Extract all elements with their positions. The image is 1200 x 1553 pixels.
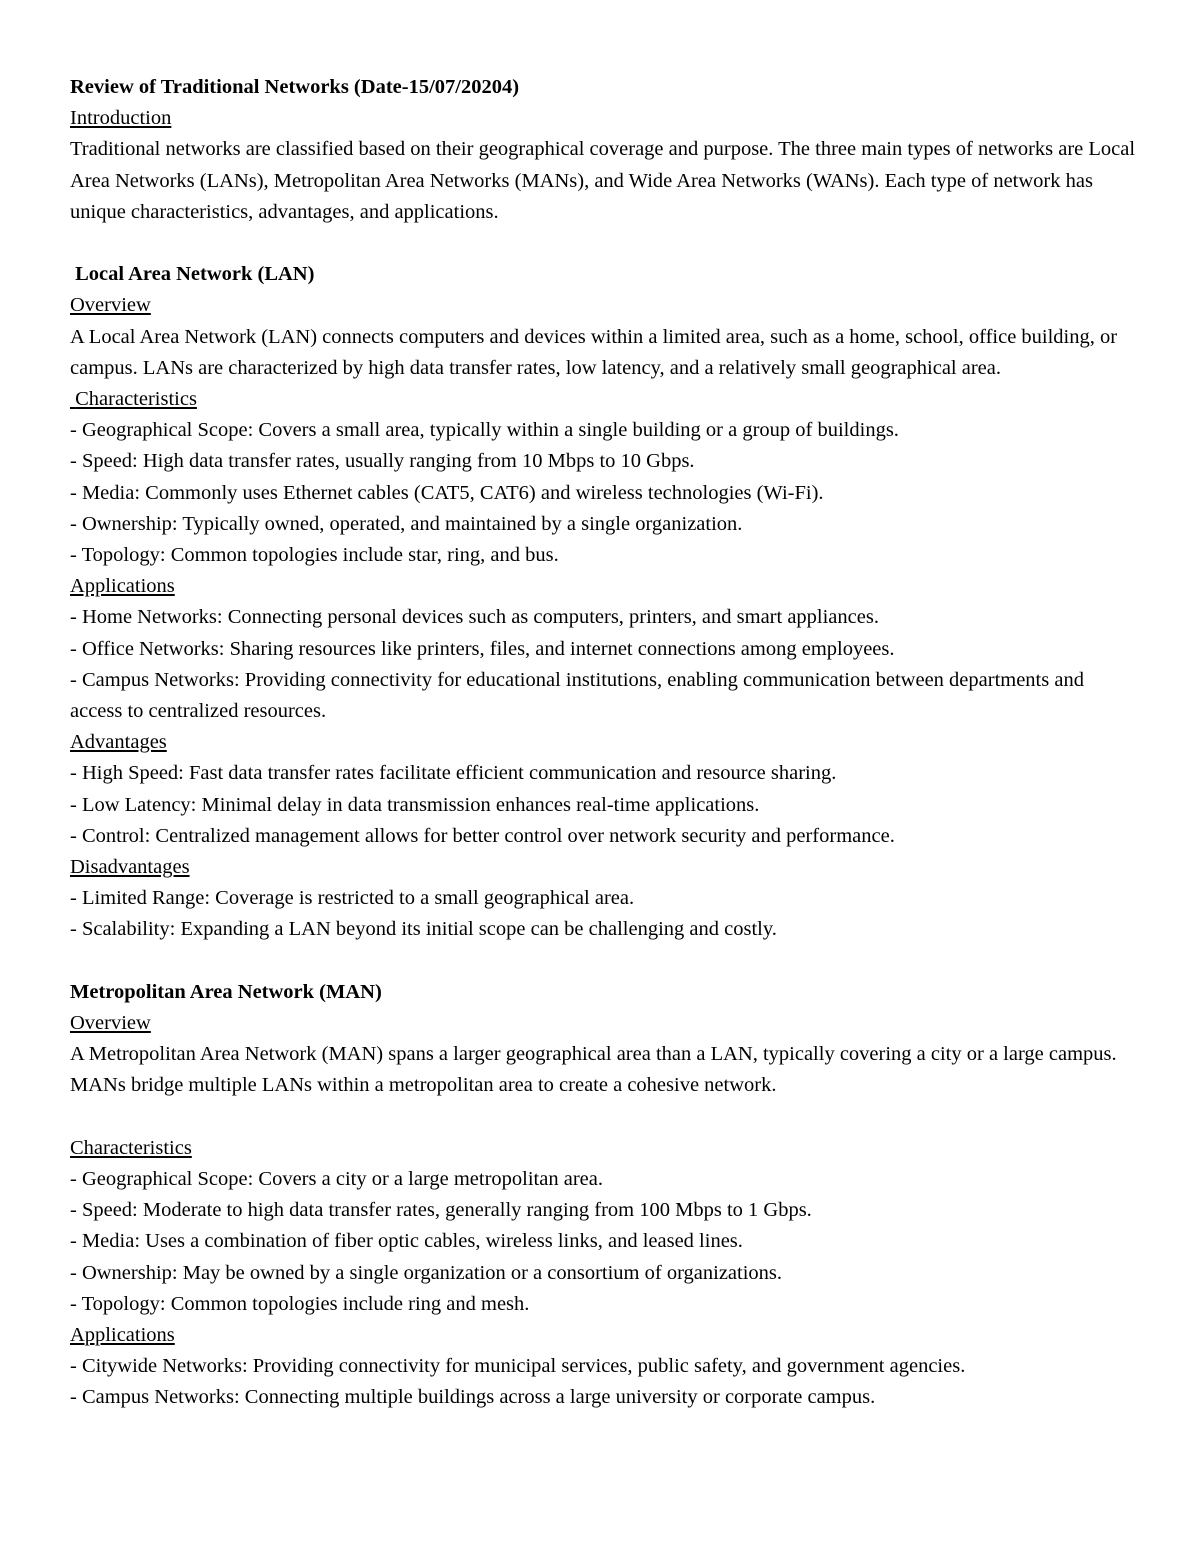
- list-item: - Geographical Scope: Covers a small area, typically within a single building or a group of buildings.: [70, 419, 899, 442]
- list-item: - High Speed: Fast data transfer rates facilitate efficient communication and resource sharing.: [70, 762, 837, 785]
- spacer: [70, 1102, 1140, 1133]
- list-item: - Campus Networks: Providing connectivity for educational institutions, enabling communication between departments and access to centralized resources.: [70, 668, 1090, 723]
- list-item: - Geographical Scope: Covers a city or a large metropolitan area.: [70, 1168, 603, 1191]
- list-item: - Speed: High data transfer rates, usually ranging from 10 Mbps to 10 Gbps.: [70, 450, 695, 473]
- lan-overview-paragraph: A Local Area Network (LAN) connects computers and devices within a limited area, such as a home, school, office building, or campus. LANs are characterized by high data transfer rates, low latency, and a relatively small geographical area.: [70, 325, 1118, 379]
- man-characteristics-heading: Characteristics: [70, 1136, 192, 1159]
- list-item: - Low Latency: Minimal delay in data transmission enhances real-time applications.: [70, 793, 760, 816]
- man-section-title: Metropolitan Area Network (MAN): [70, 980, 382, 1003]
- man-overview-paragraph: A Metropolitan Area Network (MAN) spans a larger geographical area than a LAN, typically covering a city or a large campus. MANs bridge multiple LANs within a metropolitan area to create a cohesive network.: [70, 1043, 1117, 1097]
- spacer: [70, 228, 1140, 259]
- lan-overview-heading: Overview: [70, 294, 151, 317]
- lan-disadvantages-heading: Disadvantages: [70, 856, 190, 879]
- intro-paragraph: Traditional networks are classified based on their geographical coverage and purpose. The three main types of networks are Local Area Networks (LANs), Metropolitan Area Networks (MANs), and Wide Area Networks (WANs). Each type of network has unique characteristics, advantages, and applications.: [70, 138, 1136, 223]
- intro-heading: Introduction: [70, 107, 172, 130]
- list-item: - Control: Centralized management allows for better control over network security and performance.: [70, 824, 895, 847]
- list-item: - Office Networks: Sharing resources like printers, files, and internet connections among employees.: [70, 637, 895, 660]
- lan-applications-heading: Applications: [70, 575, 175, 598]
- list-item: - Limited Range: Coverage is restricted to a small geographical area.: [70, 887, 635, 910]
- lan-section-title: Local Area Network (LAN): [70, 263, 315, 286]
- document-page: [70, 72, 1140, 1414]
- list-item: - Ownership: Typically owned, operated, and maintained by a single organization.: [70, 512, 743, 535]
- man-applications-heading: Applications: [70, 1324, 175, 1347]
- list-item: - Home Networks: Connecting personal devices such as computers, printers, and smart appliances.: [70, 606, 879, 629]
- list-item: - Speed: Moderate to high data transfer rates, generally ranging from 100 Mbps to 1 Gbps.: [70, 1199, 812, 1222]
- document-title: Review of Traditional Networks (Date-15/07/20204): [70, 76, 520, 98]
- list-item: - Media: Commonly uses Ethernet cables (CAT5, CAT6) and wireless technologies (Wi-Fi).: [70, 481, 824, 504]
- list-item: - Citywide Networks: Providing connectivity for municipal services, public safety, and government agencies.: [70, 1355, 966, 1378]
- man-overview-heading: Overview: [70, 1012, 151, 1035]
- lan-advantages-heading: Advantages: [70, 731, 167, 754]
- lan-characteristics-heading: Characteristics: [70, 388, 197, 411]
- list-item: - Scalability: Expanding a LAN beyond its initial scope can be challenging and costly.: [70, 918, 777, 941]
- list-item: - Topology: Common topologies include ring and mesh.: [70, 1292, 530, 1315]
- list-item: - Topology: Common topologies include star, ring, and bus.: [70, 544, 559, 567]
- spacer: [70, 946, 1140, 977]
- list-item: - Media: Uses a combination of fiber optic cables, wireless links, and leased lines.: [70, 1230, 743, 1253]
- list-item: - Ownership: May be owned by a single organization or a consortium of organizations.: [70, 1261, 783, 1284]
- list-item: - Campus Networks: Connecting multiple buildings across a large university or corporate campus.: [70, 1386, 876, 1409]
